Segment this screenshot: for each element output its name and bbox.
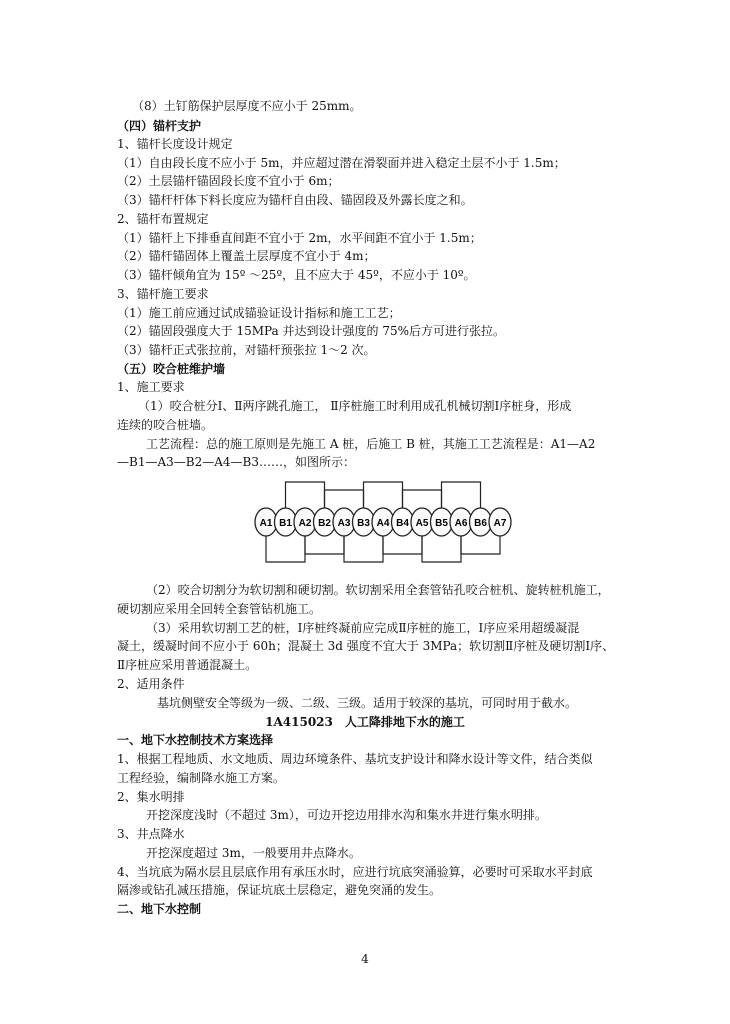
- pile-label: B1: [279, 518, 292, 529]
- ln-6: 2、锚杆布置规定: [117, 212, 209, 226]
- ln-16: （1）咬合桩分Ⅰ、Ⅱ两序跳孔施工， Ⅱ序桩施工时利用成孔机械切割Ⅰ序桩身，形成: [138, 399, 572, 413]
- ln-14: （五）咬合桩维护墙: [117, 362, 226, 376]
- ln-4: （2）土层锚杆锚固段长度不宜小于 6m；: [117, 174, 340, 188]
- ln-0: （8）土钉筋保护层厚度不应小于 25mm。: [132, 99, 362, 113]
- ln-30: 工程经验，编制降水施工方案。: [117, 771, 286, 785]
- ln-8: （2）锚杆锚固体上覆盖土层厚度不宜小于 4m；: [117, 249, 376, 263]
- ln-9: （3）锚杆倾角宜为 15º ～25º，且不应大于 45º，不应小于 10º。: [117, 268, 476, 282]
- ln-35: 4、当坑底为隔水层且层底作用有承压水时，应进行坑底突涌验算，必要时可采取水平封底: [117, 865, 593, 879]
- ln-23: 凝土，缓凝时间不应小于 60h；混凝土 3d 强度不宜大于 3MPa；软切割Ⅱ序桩及硬切割Ⅰ序、: [117, 639, 615, 653]
- pile-label: A4: [376, 518, 390, 529]
- ln-28: 一、地下水控制技术方案选择: [117, 733, 274, 747]
- ln-12: （2）锚固段强度大于 15MPa 并达到设计强度的 75%后方可进行张拉。: [117, 324, 505, 338]
- pile-sequence-diagram: [254, 476, 516, 568]
- ln-15: 1、施工要求: [117, 380, 185, 394]
- ln-21: 硬切割应采用全回转全套管钻机施工。: [117, 602, 322, 616]
- ln-31: 2、集水明排: [117, 790, 185, 804]
- ln-10: 3、锚杆施工要求: [117, 287, 209, 301]
- sequence-link: [266, 533, 305, 562]
- pile-label: A3: [337, 518, 351, 529]
- ln-36: 隔渗或钻孔减压措施，保证坑底土层稳定，避免突涌的发生。: [117, 883, 442, 897]
- page-number: 4: [361, 952, 369, 966]
- sequence-link: [364, 482, 403, 511]
- pile-label: B3: [357, 518, 370, 529]
- ln-19: —B1—A3—B2—A4—B3……，如图所示：: [117, 455, 355, 469]
- ln-3: （1）自由段长度不应小于 5m，并应超过潜在滑裂面并进入稳定土层不小于 1.5m；: [117, 156, 566, 170]
- sequence-link: [442, 482, 481, 511]
- ln-2: 1、锚杆长度设计规定: [117, 137, 233, 151]
- pile-label: A1: [259, 518, 273, 529]
- ln-32: 开挖深度浅时（不超过 3m），可边开挖边用排水沟和集水井进行集水明排。: [146, 808, 547, 822]
- sequence-link: [344, 533, 383, 562]
- ln-22: （3）采用软切割工艺的桩，Ⅰ序桩终凝前应完成Ⅱ序桩的施工，Ⅰ序应采用超缓凝混: [146, 621, 580, 635]
- pile-label: A6: [454, 518, 468, 529]
- ln-37: 二、地下水控制: [117, 902, 202, 916]
- section-title: 1A415023 人工降排地下水的施工: [265, 715, 465, 729]
- ln-17: 连续的咬合桩墙。: [117, 418, 214, 432]
- pile-label: B4: [396, 518, 409, 529]
- ln-7: （1）锚杆上下排垂直间距不宜小于 2m，水平间距不宜小于 1.5m；: [117, 231, 482, 245]
- ln-26: 基坑侧壁安全等级为一级、二级、三级。适用于较深的基坑，可同时用于截水。: [157, 696, 578, 710]
- ln-13: （3）锚杆正式张拉前，对锚杆预张拉 1～2 次。: [117, 343, 376, 357]
- ln-5: （3）锚杆杆体下料长度应为锚杆自由段、锚固段及外露长度之和。: [117, 193, 473, 207]
- ln-24: Ⅱ序桩应采用普通混凝土。: [117, 658, 258, 672]
- pile-label: A5: [415, 518, 429, 529]
- pile-label: B2: [318, 518, 331, 529]
- ln-1: （四）锚杆支护: [117, 119, 202, 133]
- ln-11: （1）施工前应通过试成锚验证设计指标和施工工艺；: [117, 306, 401, 320]
- pile-label: B6: [474, 518, 487, 529]
- ln-33: 3、井点降水: [117, 827, 185, 841]
- ln-25: 2、适用条件: [117, 677, 185, 691]
- sequence-link: [286, 482, 325, 511]
- ln-18: 工艺流程：总的施工原则是先施工 A 桩，后施工 B 桩，其施工工艺流程是：A1—A2: [146, 437, 596, 451]
- pile-label: B5: [435, 518, 448, 529]
- pile-label: A2: [298, 518, 312, 529]
- sequence-link: [422, 533, 461, 562]
- ln-29: 1、根据工程地质、水文地质、周边环境条件、基坑支护设计和降水设计等文件，结合类似: [117, 752, 593, 766]
- pile-label: A7: [493, 518, 507, 529]
- ln-20: （2）咬合切割分为软切割和硬切割。软切割采用全套管钻孔咬合桩机、旋转桩机施工，: [146, 583, 610, 597]
- ln-34: 开挖深度超过 3m，一般要用井点降水。: [146, 846, 361, 860]
